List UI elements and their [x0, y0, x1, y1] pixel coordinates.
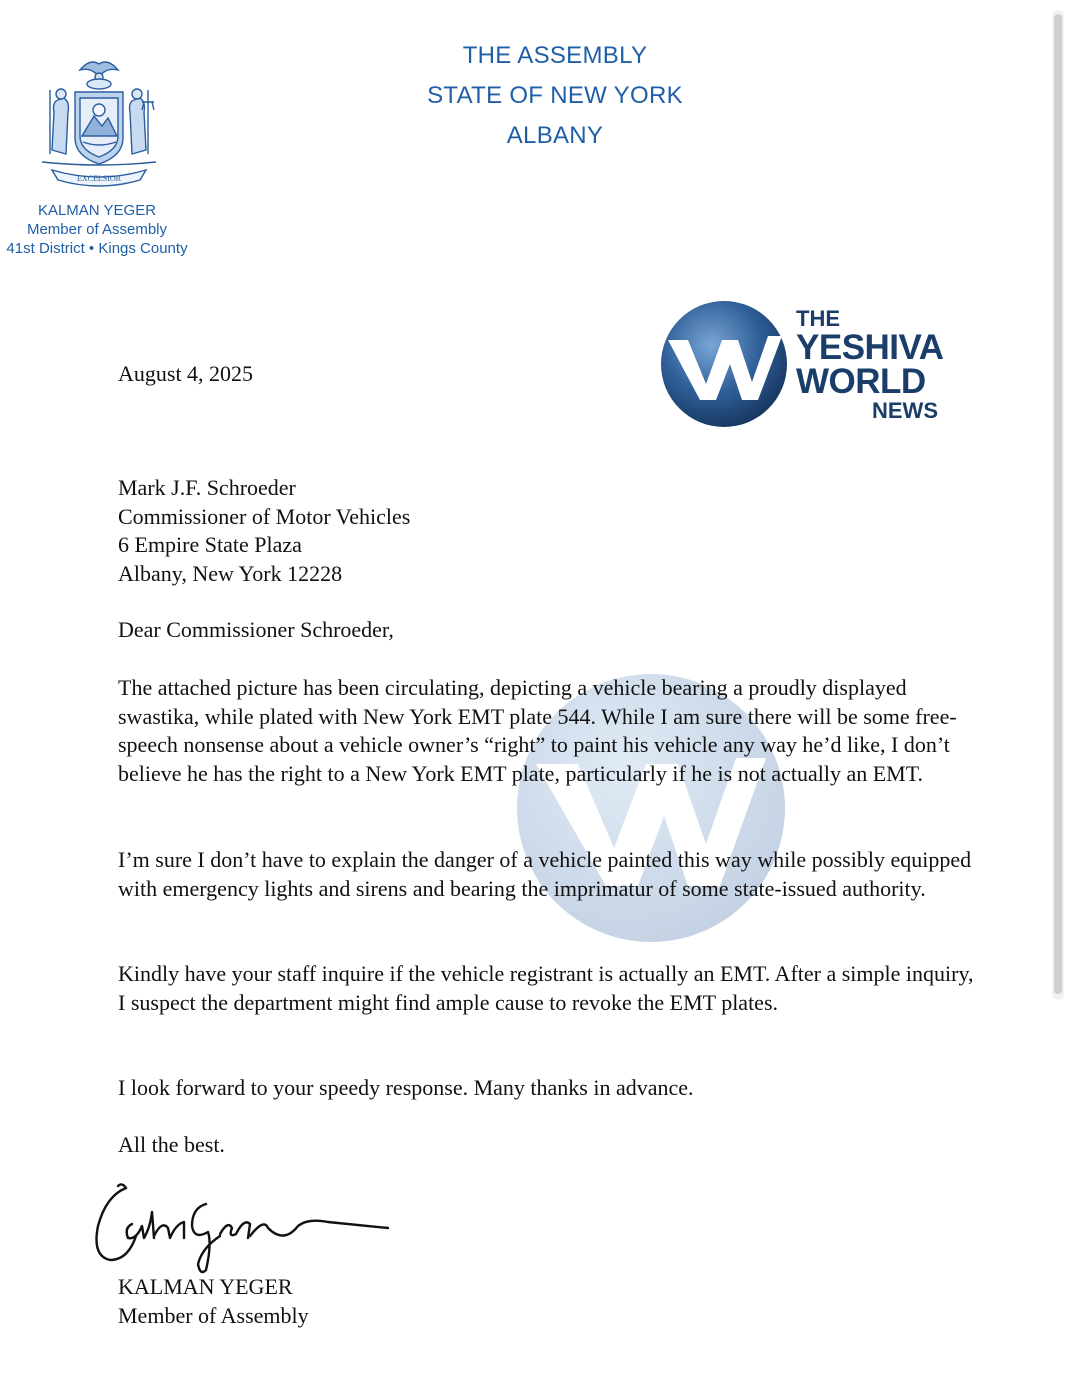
letterhead-line-1: THE ASSEMBLY	[462, 42, 648, 69]
recipient-title: Commissioner of Motor Vehicles	[118, 503, 411, 529]
ywn-yeshiva: YESHIVA	[796, 328, 944, 367]
assembly-letterhead	[380, 36, 730, 156]
recipient-street: 6 Empire State Plaza	[118, 532, 302, 557]
recipient-city: Albany, New York 12228	[118, 560, 343, 586]
signer-block	[118, 1273, 309, 1330]
signer-title: Member of Assembly	[118, 1302, 309, 1328]
handwritten-signature-icon	[88, 1178, 398, 1278]
member-name: KALMAN YEGER	[37, 202, 157, 219]
member-info	[0, 201, 200, 258]
seal-motto: EXCELSIOR	[77, 174, 121, 183]
body-paragraph-3: Kindly have your staff inquire if the vehicle registrant is actually an EMT. After a simple inquiry, I suspect the department might find ample cause to revoke the EMT plates.	[118, 961, 974, 1015]
body-paragraph-4: I look forward to your speedy response. Many thanks in advance.	[118, 1075, 694, 1100]
letterhead-line-2: STATE OF NEW YORK	[427, 82, 683, 109]
letterhead-line-3: ALBANY	[506, 122, 604, 149]
member-title: Member of Assembly	[26, 221, 168, 238]
body-paragraph-1: The attached picture has been circulating, depicting a vehicle bearing a proudly displayed swastika, while plated with New York EMT plate 544. While I am sure there will be some free-speech nonsense about a vehicle owner’s “right” to paint his vehicle any way he’d like, I don’t believe he has the right to a New York EMT plate, particularly if he is not actually an EMT.	[118, 675, 957, 786]
member-district: 41st District • Kings County	[6, 240, 188, 257]
salutation: Dear Commissioner Schroeder,	[118, 617, 394, 642]
signer-name: KALMAN YEGER	[118, 1274, 293, 1299]
new-york-state-seal-icon	[28, 50, 170, 192]
recipient-address	[118, 474, 410, 588]
ywn-the: THE	[796, 306, 840, 331]
letter-date: August 4, 2025	[118, 361, 254, 386]
closing: All the best.	[118, 1132, 225, 1157]
ywn-world: WORLD	[796, 362, 926, 401]
ywn-news: NEWS	[872, 398, 938, 423]
body-paragraph-2: I’m sure I don’t have to explain the danger of a vehicle painted this way while possibly equipped with emergency lights and sirens and bearing the imprimatur of some state-issued authority.	[118, 847, 972, 901]
recipient-name: Mark J.F. Schroeder	[118, 475, 296, 500]
scrollbar-thumb[interactable]	[1054, 14, 1062, 994]
